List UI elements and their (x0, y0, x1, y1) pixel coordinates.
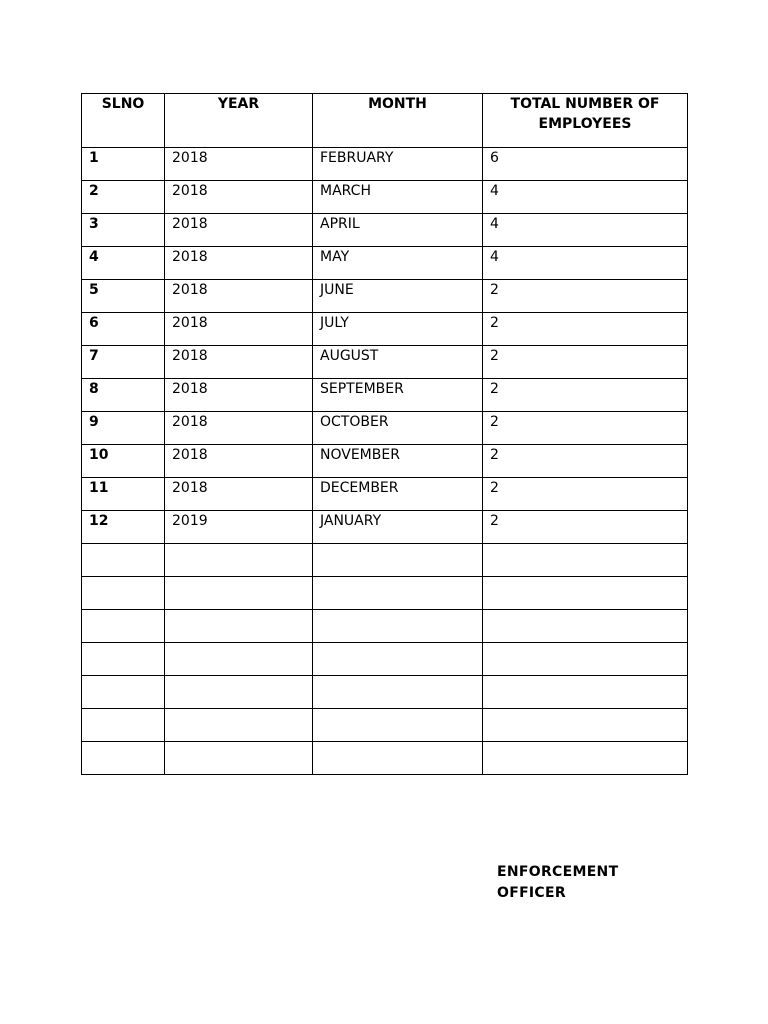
cell-month: DECEMBER (313, 478, 483, 511)
table-row (82, 280, 688, 313)
cell-month (313, 577, 483, 610)
cell-slno: 10 (82, 445, 165, 478)
cell-year: 2018 (165, 280, 313, 313)
cell-month: MAY (313, 247, 483, 280)
cell-slno: 2 (82, 181, 165, 214)
cell-total-employees (483, 577, 688, 610)
header-total-employees: TOTAL NUMBER OF EMPLOYEES (483, 94, 688, 148)
cell-slno (82, 544, 165, 577)
table-row (82, 610, 688, 643)
cell-slno: 7 (82, 346, 165, 379)
cell-year (165, 676, 313, 709)
header-year: YEAR (165, 94, 313, 148)
cell-year (165, 709, 313, 742)
table-row (82, 346, 688, 379)
cell-year (165, 610, 313, 643)
cell-total-employees (483, 742, 688, 775)
cell-total-employees (483, 709, 688, 742)
cell-month: MARCH (313, 181, 483, 214)
cell-month: AUGUST (313, 346, 483, 379)
table-row (82, 511, 688, 544)
table-row (82, 478, 688, 511)
signature-block (497, 862, 677, 904)
cell-year: 2018 (165, 478, 313, 511)
table-header-row (82, 94, 688, 148)
signature-title-line1: ENFORCEMENT (497, 864, 619, 880)
cell-year: 2018 (165, 445, 313, 478)
cell-year: 2018 (165, 214, 313, 247)
cell-slno (82, 676, 165, 709)
cell-month (313, 676, 483, 709)
cell-year: 2018 (165, 247, 313, 280)
cell-year (165, 742, 313, 775)
cell-slno (82, 643, 165, 676)
cell-slno (82, 709, 165, 742)
cell-month: FEBRUARY (313, 148, 483, 181)
table-row (82, 544, 688, 577)
cell-year (165, 577, 313, 610)
employee-count-table (81, 93, 688, 775)
cell-total-employees: 4 (483, 247, 688, 280)
cell-month (313, 643, 483, 676)
cell-total-employees: 2 (483, 313, 688, 346)
table-row (82, 676, 688, 709)
cell-slno: 12 (82, 511, 165, 544)
cell-total-employees: 2 (483, 478, 688, 511)
cell-year: 2019 (165, 511, 313, 544)
cell-total-employees: 4 (483, 214, 688, 247)
cell-month: OCTOBER (313, 412, 483, 445)
cell-total-employees: 2 (483, 346, 688, 379)
cell-slno: 5 (82, 280, 165, 313)
cell-slno: 1 (82, 148, 165, 181)
cell-total-employees: 2 (483, 412, 688, 445)
cell-slno: 4 (82, 247, 165, 280)
cell-total-employees (483, 544, 688, 577)
table-body (82, 148, 688, 775)
cell-year: 2018 (165, 313, 313, 346)
header-slno: SLNO (82, 94, 165, 148)
cell-year (165, 544, 313, 577)
cell-year: 2018 (165, 412, 313, 445)
cell-month: SEPTEMBER (313, 379, 483, 412)
table-row (82, 412, 688, 445)
table-row (82, 181, 688, 214)
cell-slno: 11 (82, 478, 165, 511)
cell-slno (82, 742, 165, 775)
cell-year: 2018 (165, 346, 313, 379)
cell-year: 2018 (165, 379, 313, 412)
cell-total-employees (483, 643, 688, 676)
table-row (82, 148, 688, 181)
cell-year (165, 643, 313, 676)
table-row (82, 709, 688, 742)
cell-month: JUNE (313, 280, 483, 313)
cell-month (313, 544, 483, 577)
table-row (82, 742, 688, 775)
table-row (82, 313, 688, 346)
cell-total-employees (483, 676, 688, 709)
cell-total-employees: 2 (483, 379, 688, 412)
cell-month: NOVEMBER (313, 445, 483, 478)
signature-title-line2: OFFICER (497, 885, 566, 901)
cell-slno: 3 (82, 214, 165, 247)
cell-total-employees: 2 (483, 511, 688, 544)
cell-slno: 8 (82, 379, 165, 412)
table-row (82, 643, 688, 676)
cell-slno (82, 577, 165, 610)
header-month: MONTH (313, 94, 483, 148)
cell-year: 2018 (165, 181, 313, 214)
cell-month (313, 709, 483, 742)
cell-slno: 9 (82, 412, 165, 445)
cell-month: JANUARY (313, 511, 483, 544)
cell-total-employees: 4 (483, 181, 688, 214)
cell-total-employees: 2 (483, 280, 688, 313)
cell-month: APRIL (313, 214, 483, 247)
cell-year: 2018 (165, 148, 313, 181)
cell-total-employees: 6 (483, 148, 688, 181)
cell-slno: 6 (82, 313, 165, 346)
table-row (82, 379, 688, 412)
table-row (82, 445, 688, 478)
cell-month: JULY (313, 313, 483, 346)
cell-month (313, 742, 483, 775)
table-row (82, 577, 688, 610)
table-row (82, 247, 688, 280)
cell-total-employees (483, 610, 688, 643)
table-row (82, 214, 688, 247)
cell-month (313, 610, 483, 643)
cell-slno (82, 610, 165, 643)
cell-total-employees: 2 (483, 445, 688, 478)
